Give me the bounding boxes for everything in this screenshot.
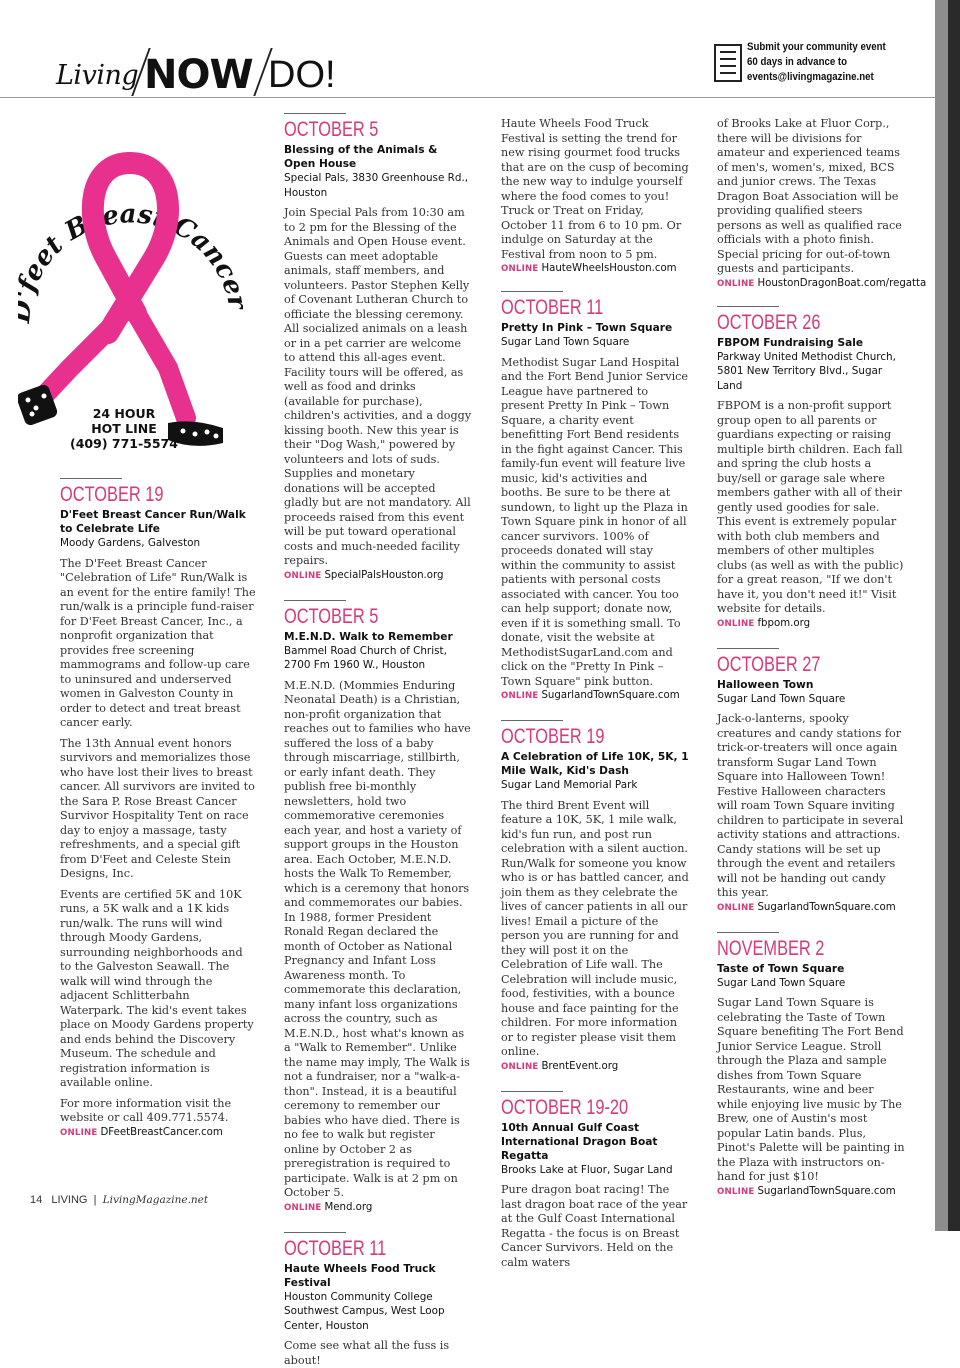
event-rule [501, 1091, 563, 1092]
event-date: OCTOBER 11 [501, 296, 648, 319]
hotline-label: 24 HOUR [70, 406, 178, 421]
event-link[interactable]: SugarlandTownSquare.com [757, 902, 895, 913]
event-online [284, 569, 472, 583]
online-label: ONLINE [717, 1187, 754, 1197]
online-label: ONLINE [284, 571, 321, 581]
event-date: NOVEMBER 2 [717, 937, 864, 960]
event-body: Join Special Pals from 10:30 am to 2 pm for the Blessing of the Animals and Open House event. Guests can meet adoptable animals, staff members, and volunteers. Pastor Stephen Kelly of Covenant Lutheran Church to officiate the blessing ceremony. All socialized animals on a leash or in a pet carrier are welcome to attend this all-ages event. Facility tours will be offered, as well as food and drinks (available for purchase), children's activities, and a doggy kissing booth. New this year is their "Dog Wash," powered by volunteers and lots of suds. Supplies and monetary donations will be accepted gladly but are not mandatory. All proceeds raised from this event will be put toward operational costs and much-needed facility repairs. [284, 206, 472, 569]
event-title: Halloween Town [717, 678, 905, 692]
event-venue: Brooks Lake at Fluor, Sugar Land [501, 1163, 689, 1178]
event-oct19-dragon-cont [717, 117, 905, 291]
footer-separator: | [94, 1194, 97, 1206]
submit-line: 60 days in advance to [747, 55, 886, 70]
event-date: OCTOBER 19-20 [501, 1096, 648, 1119]
event-venue: Sugar Land Town Square [717, 976, 905, 991]
event-nov2-taste [717, 932, 905, 1199]
column-4 [717, 117, 905, 1199]
hotline-phone: (409) 771-5574 [70, 436, 178, 451]
event-title: FBPOM Fundraising Sale [717, 336, 905, 350]
footer-living: LIVING [51, 1194, 87, 1206]
page-edge-dark [948, 0, 960, 1231]
event-oct27-halloween [717, 648, 905, 915]
event-date: OCTOBER 19 [60, 483, 213, 506]
event-body: For more information visit the website or call 409.771.5574. [60, 1097, 256, 1126]
event-link[interactable]: HauteWheelsHouston.com [541, 263, 676, 274]
event-link[interactable]: fbpom.org [757, 618, 810, 629]
event-venue: Bammel Road Church of Christ, 2700 Fm 1960 W., Houston [284, 644, 472, 673]
event-online [501, 689, 689, 703]
event-link[interactable]: BrentEvent.org [541, 1061, 618, 1072]
event-body: Sugar Land Town Square is celebrating the Taste of Town Square benefiting The Fort Bend Junior Service League. Stroll through the Plaza and sample dishes from Town Square Restaurants, wine and beer while enjoying live music by The Brew, one of Austin's most popular Latin bands. Plus, Pinot's Palette will be painting in the Plaza with instructors on-hand for just $10! [717, 996, 905, 1185]
event-title: Blessing of the Animals & Open House [284, 143, 472, 171]
event-venue: Houston Community College Southwest Campus, West Loop Center, Houston [284, 1290, 472, 1334]
event-online [717, 617, 905, 631]
online-label: ONLINE [60, 1128, 97, 1138]
event-rule [284, 113, 346, 114]
column-3 [501, 117, 689, 1270]
event-link[interactable]: Mend.org [324, 1202, 372, 1213]
event-date: OCTOBER 26 [717, 311, 864, 334]
online-label: ONLINE [501, 264, 538, 274]
page-number: 14 [30, 1194, 42, 1206]
event-oct19-run [60, 478, 256, 1140]
event-body: Events are certified 5K and 10K runs, a 5K walk and a 1K kids run/walk. The runs will wind through Moody Gardens, surrounding neighborhoods and to the Galveston Seawall. The walk will wind through the adjacent Schlitterbahn Waterpark. The kid's event takes place on Moody Gardens property and ends behind the Discovery Museum. The schedule and registration information is available online. [60, 888, 256, 1091]
event-body: Jack-o-lanterns, spooky creatures and candy stations for trick-or-treaters will once again transform Sugar Land Town Square into Halloween Town! Festive Halloween characters will roam Town Square inviting children to participate in several activity stations and attractions. Candy stations will be set up through the event and retailers will not be handing out candy this year. [717, 712, 905, 901]
footer-site[interactable]: LivingMagazine.net [103, 1194, 209, 1206]
event-date: OCTOBER 19 [501, 725, 648, 748]
event-online [60, 1126, 256, 1140]
event-venue: Sugar Land Memorial Park [501, 778, 689, 793]
masthead-living: Living [56, 60, 138, 91]
event-title: Pretty In Pink – Town Square [501, 321, 689, 335]
page-footer [30, 1194, 208, 1206]
online-label: ONLINE [501, 691, 538, 701]
event-rule [717, 306, 779, 307]
hotline-block [70, 406, 178, 451]
event-venue: Sugar Land Town Square [501, 335, 689, 350]
event-body: Pure dragon boat racing! The last dragon boat race of the year at the Gulf Coast International Regatta - the focus is on Breast Cancer Survivors. Held on the calm waters [501, 1183, 689, 1270]
event-link[interactable]: SpecialPalsHouston.org [324, 570, 443, 581]
event-online [501, 262, 689, 276]
event-date: OCTOBER 11 [284, 1237, 431, 1260]
event-link[interactable]: SugarlandTownSquare.com [757, 1186, 895, 1197]
event-venue: Special Pals, 3830 Greenhouse Rd., Houston [284, 171, 472, 200]
event-oct11-haute [284, 1232, 472, 1368]
event-online [717, 901, 905, 915]
header-rule [0, 97, 935, 98]
event-body: The 13th Annual event honors survivors and memorializes those who have lost their lives to breast cancer. All survivors are invited to the Sara P. Rose Breast Cancer Survivor Hospitality Tent on race day to enjoy a massage, tasty refreshments, and a special gift from D'Feet and Celeste Stein Designs, Inc. [60, 737, 256, 882]
event-title: Taste of Town Square [717, 962, 905, 976]
event-oct19-brent [501, 720, 689, 1074]
event-body: M.E.N.D. (Mommies Enduring Neonatal Death) is a Christian, non-profit organization that reaches out to families who have suffered the loss of a baby through miscarriage, stillbirth, or early infant death. They publish free bi-monthly newsletters, hold two commemorative ceremonies each year, and host a variety of support groups in the Houston area. Each October, M.E.N.D. hosts the Walk To Remember, which is a ceremony that honors and commemorates our babies. In 1988, former President Ronald Regan declared the month of October as National Pregnancy and Infant Loss Awareness month. To commemorate this declaration, many infant loss organizations across the country, such as M.E.N.D., host what's known as a "Walk to Remember". Unlike the name may imply, The Walk is not a fundraiser, nor a "walk-a-thon". Instead, it is a beautiful ceremony to remember our babies who have died. There is no fee to walk but register online by October 2 as preregistration is required to participate. Walk is at 2 pm on October 5. [284, 679, 472, 1201]
online-label: ONLINE [717, 903, 754, 913]
event-link[interactable]: DFeetBreastCancer.com [100, 1127, 222, 1138]
event-rule [501, 291, 563, 292]
event-body: Methodist Sugar Land Hospital and the Fort Bend Junior Service League have partnered to present Pretty In Pink – Town Square, a charity event benefitting Fort Bend residents in the fight against Cancer. This family-fun event will feature live music, kid's activities and booths. Be sure to be there at sundown, to light up the Plaza in Town Square pink in honor of all cancer survivors. 100% of proceeds donated will stay within the community to assist patients with personal costs associated with cancer. You too can help support; donate now, even if it is something small. To donate, visit the website at MethodistSugarLand.com and click on the "Pretty In Pink – Town Square" pink button. [501, 356, 689, 690]
event-rule [501, 720, 563, 721]
online-label: ONLINE [284, 1203, 321, 1213]
event-title: M.E.N.D. Walk to Remember [284, 630, 472, 644]
event-rule [717, 648, 779, 649]
event-online [501, 1060, 689, 1074]
submit-email[interactable]: events@livingmagazine.net [747, 70, 886, 85]
event-body: of Brooks Lake at Fluor Corp., there will be divisions for amateur and experienced teams of men's, women's, mixed, BCS and junior crews. The Texas Dragon Boat Association will be providing qualified steers persons as well as qualified race officials with a photo finish. Special pricing for out-of-town guests and participants. [717, 117, 905, 277]
event-venue: Sugar Land Town Square [717, 692, 905, 707]
submit-line: Submit your community event [747, 40, 886, 55]
event-title: A Celebration of Life 10K, 5K, 1 Mile Walk, Kid's Dash [501, 750, 689, 778]
event-oct19-dragon [501, 1091, 689, 1271]
event-link[interactable]: HoustonDragonBoat.com/regatta [757, 278, 926, 289]
column-1 [60, 478, 256, 1140]
masthead-do: DO! [268, 54, 336, 97]
event-date: OCTOBER 5 [284, 605, 431, 628]
event-online [717, 1185, 905, 1199]
event-body: The D'Feet Breast Cancer "Celebration of Life" Run/Walk is an event for the entire family! The run/walk is a principle fund-raiser for D'Feet Breast Cancer, Inc., a nonprofit organization that provides free screening mammograms and follow-up care to uninsured and underserved women in Galveston County in order to detect and treat breast cancer early. [60, 557, 256, 731]
event-rule [717, 932, 779, 933]
event-venue: Moody Gardens, Galveston [60, 536, 256, 551]
event-body: FBPOM is a non-profit support group open to all parents or guardians expecting or raising multiple birth children. Each fall and spring the club hosts a buy/sell or garage sale where members gather with all of their gently used goodies for sale. This event is extremely popular with both club members and members of other multiples clubs (as well as with the public) for a great reason, "If we don't have it, you don't need it!" Visit website for details. [717, 399, 905, 617]
submit-text [747, 40, 886, 85]
event-title: D'Feet Breast Cancer Run/Walk to Celebrate Life [60, 508, 256, 536]
event-title: Haute Wheels Food Truck Festival [284, 1262, 472, 1290]
masthead-now: NOW [144, 52, 253, 98]
event-online [284, 1201, 472, 1215]
event-oct11-pink [501, 291, 689, 703]
event-body: The third Brent Event will feature a 10K, 5K, 1 mile walk, kid's fun run, and post run celebration with a silent auction. Run/Walk for someone you know who is or has battled cancer, and join them as they celebrate the lives of cancer patients in all our lives! Email a picture of the person you are running for and they will post it on the Celebration of Life wall. The Celebration will include music, food, festivities, with a bounce house and face painting for the children. For more information or to register please visit them online. [501, 799, 689, 1060]
event-oct5-blessing [284, 113, 472, 583]
event-rule [60, 478, 122, 479]
online-label: ONLINE [501, 1062, 538, 1072]
event-date: OCTOBER 5 [284, 118, 431, 141]
event-title: 10th Annual Gulf Coast International Dragon Boat Regatta [501, 1121, 689, 1163]
event-date: OCTOBER 27 [717, 653, 864, 676]
column-2 [284, 113, 472, 1368]
online-label: ONLINE [717, 619, 754, 629]
event-body: Come see what all the fuss is about! [284, 1339, 472, 1368]
event-body: Haute Wheels Food Truck Festival is setting the trend for new rising gourmet food trucks that are on the cusp of becoming the new way to indulge yourself where the food comes to you! Truck or Treat on Friday, October 11 from 6 to 10 pm. Or indulge on Saturday at the Festival from noon to 5 pm. [501, 117, 689, 262]
document-icon [714, 44, 742, 82]
event-rule [284, 1232, 346, 1233]
logo-arc-text: eet Breast Canc [18, 118, 243, 325]
event-link[interactable]: SugarlandTownSquare.com [541, 690, 679, 701]
event-oct5-mend [284, 600, 472, 1215]
event-oct26-fbpom [717, 306, 905, 631]
event-rule [284, 600, 346, 601]
hotline-label: HOT LINE [70, 421, 178, 436]
event-venue: Parkway United Methodist Church, 5801 New Territory Blvd., Sugar Land [717, 350, 905, 394]
online-label: ONLINE [717, 279, 754, 289]
event-oct11-haute-cont [501, 117, 689, 276]
event-online [717, 277, 905, 291]
